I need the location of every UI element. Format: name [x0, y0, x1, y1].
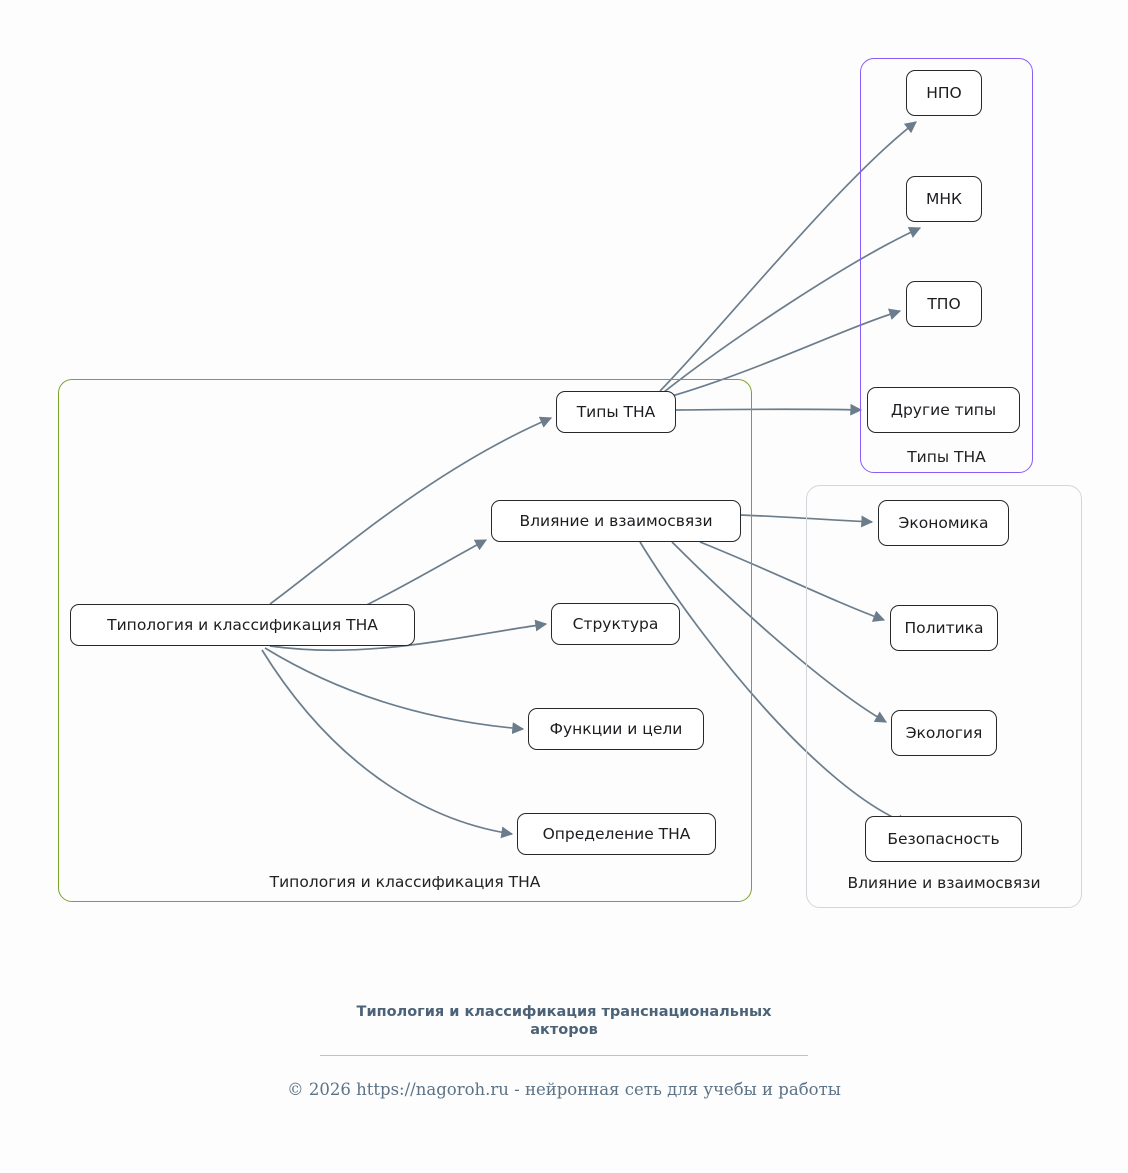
node-other-types[interactable]: Другие типы	[867, 387, 1020, 433]
node-politics[interactable]: Политика	[890, 605, 998, 651]
caption-divider	[320, 1055, 808, 1056]
node-structure[interactable]: Структура	[551, 603, 680, 645]
diagram-caption-line2: акторов	[530, 1022, 598, 1038]
node-functions[interactable]: Функции и цели	[528, 708, 704, 750]
node-definition[interactable]: Определение ТНА	[517, 813, 716, 855]
node-mnk[interactable]: МНК	[906, 176, 982, 222]
footer-credit: © 2026 https://nagoroh.ru - нейронная сеть для учебы и работы	[287, 1080, 841, 1099]
diagram-caption-line1: Типология и классификация транснациональных	[356, 1004, 772, 1020]
node-types[interactable]: Типы ТНА	[556, 391, 676, 433]
node-security[interactable]: Безопасность	[865, 816, 1022, 862]
node-npo[interactable]: НПО	[906, 70, 982, 116]
cluster-typology-label: Типология и классификация ТНА	[269, 873, 541, 891]
node-economy[interactable]: Экономика	[878, 500, 1009, 546]
cluster-influence-label: Влияние и взаимосвязи	[847, 874, 1041, 892]
cluster-types-label: Типы ТНА	[907, 448, 986, 466]
node-ecology[interactable]: Экология	[891, 710, 997, 756]
node-root[interactable]: Типология и классификация ТНА	[70, 604, 415, 646]
node-tpo[interactable]: ТПО	[906, 281, 982, 327]
node-influence[interactable]: Влияние и взаимосвязи	[491, 500, 741, 542]
